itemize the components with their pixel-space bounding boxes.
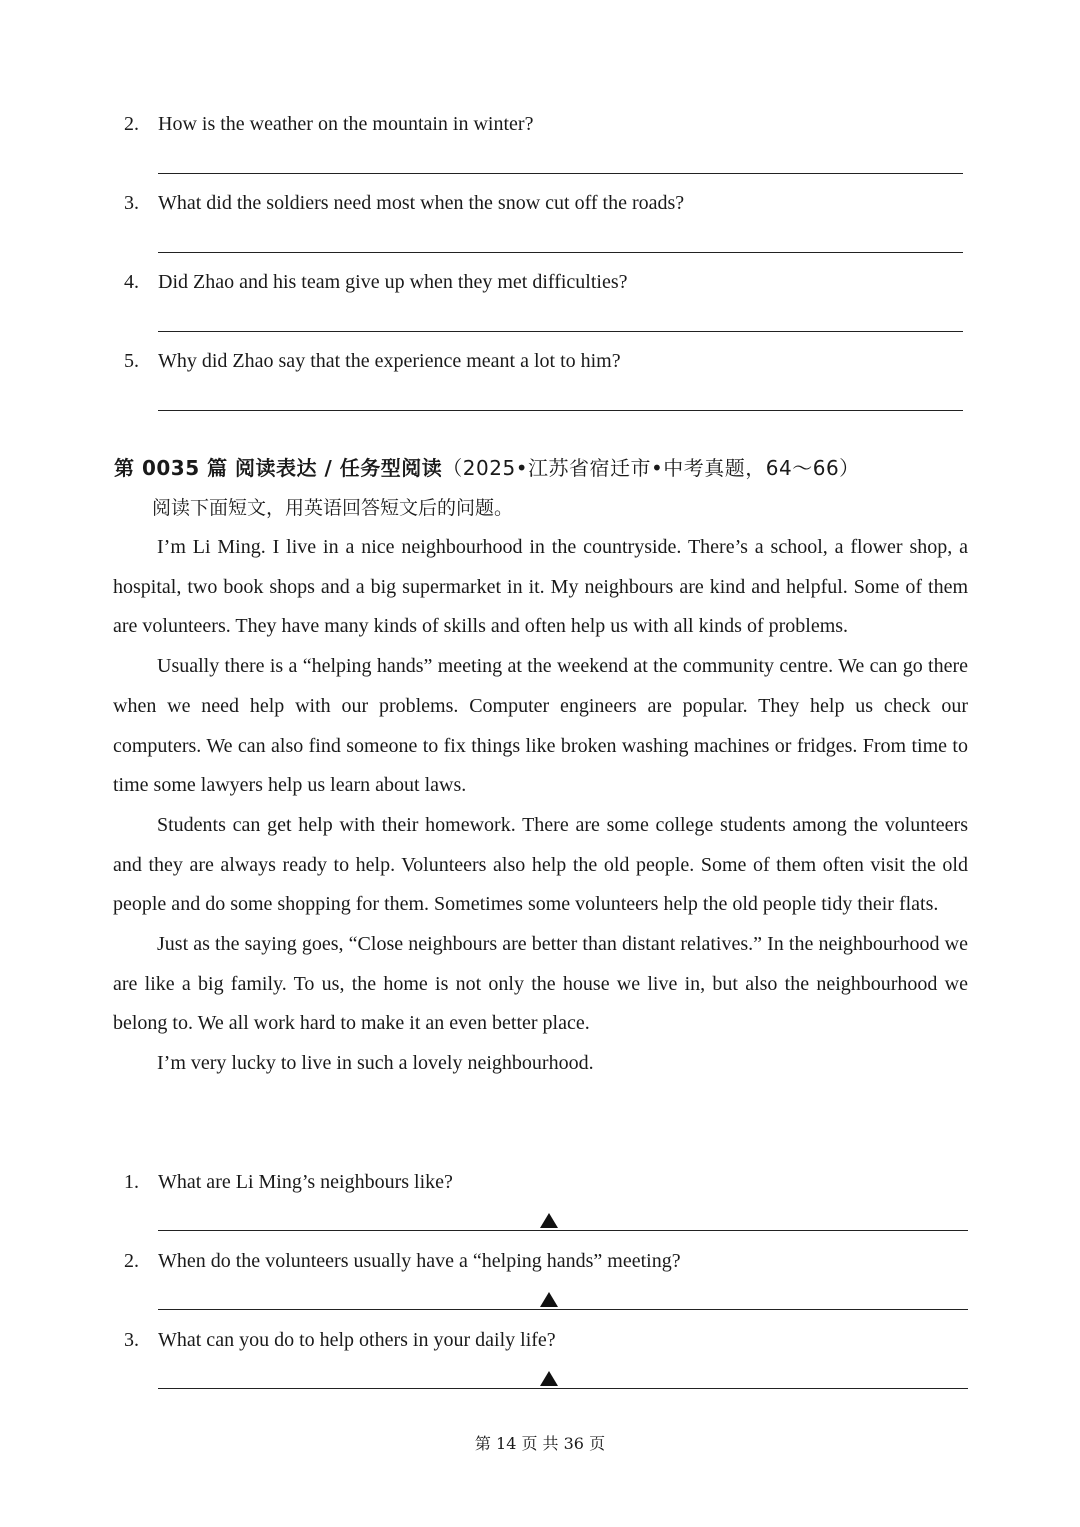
question-number: 2.	[124, 113, 139, 135]
question-text: What can you do to help others in your daily life?	[158, 1329, 556, 1351]
page-footer: 第 14 页 共 36 页	[474, 1434, 606, 1453]
reading-passage	[113, 528, 968, 1084]
question-number: 5.	[124, 350, 139, 372]
prev-question-2	[124, 112, 533, 136]
section-title	[114, 455, 860, 481]
answer-triangle-icon	[540, 1213, 558, 1228]
question-number: 2.	[124, 1250, 139, 1272]
answer-line[interactable]	[158, 331, 963, 332]
passage-paragraph: Just as the saying goes, “Close neighbours are better than distant relatives.” In the neighbourhood we are like a big family. To us, the home is not only the house we live in, but also the neighbourhood we belong to. We all work hard to make it an even better place.	[113, 933, 968, 1035]
question-number: 4.	[124, 271, 139, 293]
answer-line[interactable]	[158, 1230, 968, 1231]
section-reference: （2025•江苏省宿迁市•中考真题，64～66）	[442, 456, 860, 480]
answer-line[interactable]	[158, 252, 963, 253]
question-text: What did the soldiers need most when the snow cut off the roads?	[158, 192, 685, 214]
answer-line[interactable]	[158, 410, 963, 411]
question-number: 3.	[124, 192, 139, 214]
question-1	[124, 1170, 453, 1194]
section-title-text: 第 0035 篇 阅读表达 / 任务型阅读	[114, 456, 443, 480]
question-3	[124, 1328, 556, 1352]
question-text: Did Zhao and his team give up when they met difficulties?	[158, 271, 628, 293]
passage-paragraph: I’m very lucky to live in such a lovely neighbourhood.	[157, 1052, 594, 1075]
answer-line[interactable]	[158, 173, 963, 174]
question-number: 3.	[124, 1329, 139, 1351]
prev-question-5	[124, 349, 621, 373]
answer-triangle-icon	[540, 1292, 558, 1307]
question-text: Why did Zhao say that the experience meant a lot to him?	[158, 350, 621, 372]
question-text: When do the volunteers usually have a “helping hands” meeting?	[158, 1250, 681, 1272]
section-instruction: 阅读下面短文，用英语回答短文后的问题。	[152, 497, 514, 519]
question-number: 1.	[124, 1171, 139, 1193]
passage-paragraph: I’m Li Ming. I live in a nice neighbourhood in the countryside. There’s a school, a flower shop, a hospital, two book shops and a big supermarket in it. My neighbours are kind and helpful. Some of them are volunteers. They have many kinds of skills and often help us with all kinds of problems.	[113, 536, 968, 638]
prev-question-3	[124, 191, 684, 215]
answer-line[interactable]	[158, 1388, 968, 1389]
question-2	[124, 1249, 681, 1273]
answer-line[interactable]	[158, 1309, 968, 1310]
passage-paragraph: Usually there is a “helping hands” meeting at the weekend at the community centre. We can go there when we need help with our problems. Computer engineers are popular. They help us check our computers. We can also find someone to fix things like broken washing machines or fridges. From time to time some lawyers help us learn about laws.	[113, 655, 968, 797]
prev-question-4	[124, 270, 628, 294]
passage-paragraph: Students can get help with their homework. There are some college students among the volunteers and they are always ready to help. Volunteers also help the old people. Some of them often visit the old people and do some shopping for them. Sometimes some volunteers help the old people tidy their flats.	[113, 813, 968, 916]
question-text: How is the weather on the mountain in winter?	[158, 113, 534, 135]
answer-triangle-icon	[540, 1371, 558, 1386]
question-text: What are Li Ming’s neighbours like?	[158, 1171, 453, 1193]
